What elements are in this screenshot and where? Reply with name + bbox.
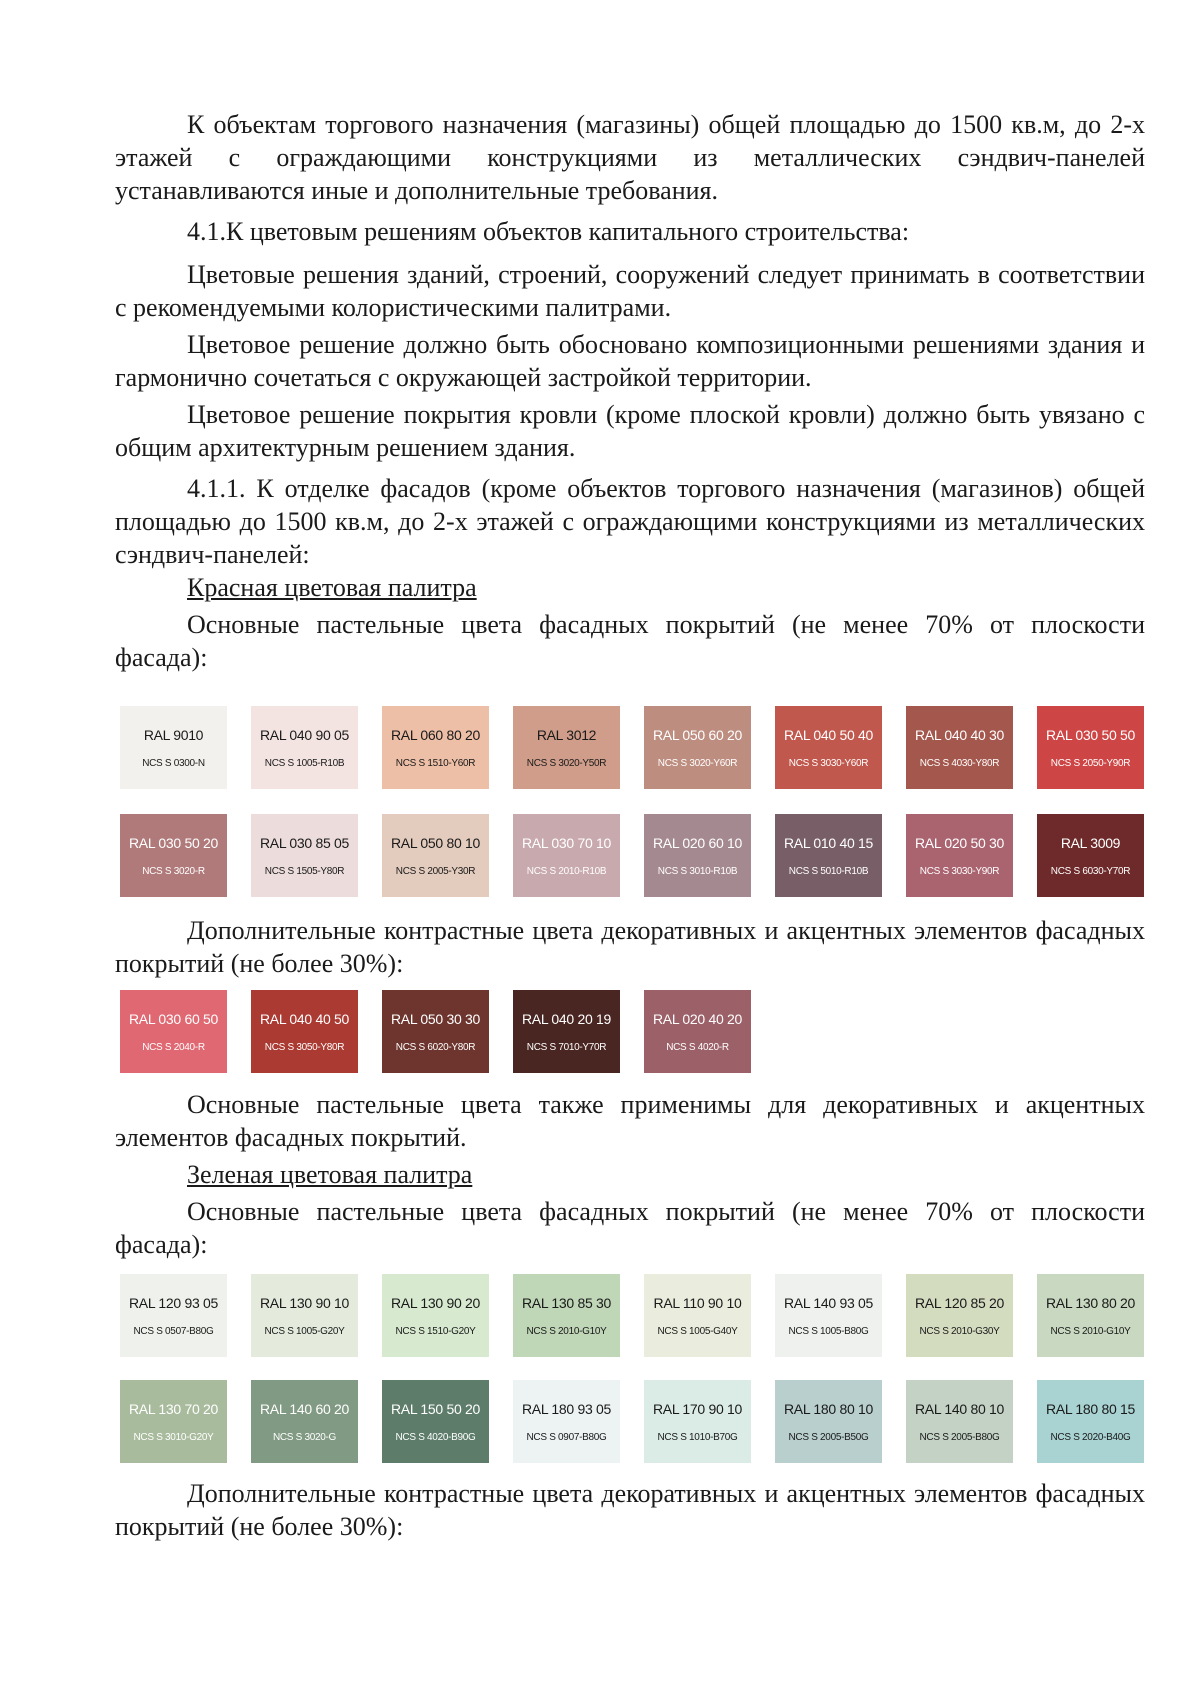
- ral-code: RAL 030 60 50: [129, 1010, 218, 1027]
- green-accent-text: [115, 1477, 1145, 1543]
- ncs-code: NCS S 1510-Y60R: [395, 757, 476, 769]
- ncs-code: NCS S 4020-B90G: [395, 1431, 476, 1443]
- color-swatch: [644, 706, 751, 789]
- paragraph-section-4-1: 4.1.К цветовым решениям объектов капитального строительства:: [187, 217, 910, 246]
- color-swatch: [1037, 706, 1144, 789]
- ncs-code: NCS S 3020-G: [272, 1431, 337, 1443]
- green-main-swatch-row-1: [120, 1274, 1144, 1357]
- ncs-code: NCS S 1005-G40Y: [657, 1325, 738, 1337]
- color-swatch: [906, 1380, 1013, 1463]
- ral-code: RAL 110 90 10: [653, 1294, 742, 1311]
- ral-code: RAL 120 93 05: [129, 1294, 218, 1311]
- ncs-code: NCS S 6030-Y70R: [1050, 865, 1131, 877]
- ral-code: RAL 130 70 20: [129, 1400, 218, 1417]
- red-accent-intro: Дополнительные контрастные цвета декоративных и акцентных элементов фасадных покрытий (не более 30%):: [115, 916, 1145, 978]
- ncs-code: NCS S 7010-Y70R: [526, 1041, 607, 1053]
- ncs-code: NCS S 3030-Y60R: [788, 757, 869, 769]
- color-swatch: [120, 1380, 227, 1463]
- color-swatch: [513, 706, 620, 789]
- color-swatch: [644, 814, 751, 897]
- ral-code: RAL 040 40 50: [260, 1010, 349, 1027]
- ncs-code: NCS S 2005-B80G: [919, 1431, 1000, 1443]
- red-main-swatch-row-1: [120, 706, 1144, 789]
- color-swatch: [251, 814, 358, 897]
- ncs-code: NCS S 4020-R: [666, 1041, 729, 1053]
- color-swatch: [906, 706, 1013, 789]
- paragraph-shop-requirements: К объектам торгового назначения (магазины) общей площадью до 1500 кв.м, до 2-х этажей с ограждающими конструкциями из металлических сэндвич-панелей устанавливаются иные и дополнительные требования.: [115, 110, 1145, 205]
- ncs-code: NCS S 1005-R10B: [264, 757, 345, 769]
- ncs-code: NCS S 6020-Y80R: [395, 1041, 476, 1053]
- ncs-code: NCS S 1010-B70G: [657, 1431, 738, 1443]
- paragraph-section-4-1-1: 4.1.1. К отделке фасадов (кроме объектов торгового назначения (магазинов) общей площадью до 1500 кв.м, до 2-х этажей с ограждающими конструкциями из металлических сэндвич-панелей:: [115, 474, 1145, 569]
- ncs-code: NCS S 2020-B40G: [1050, 1431, 1131, 1443]
- ral-code: RAL 3012: [536, 726, 597, 743]
- ral-code: RAL 020 40 20: [653, 1010, 742, 1027]
- ncs-code: NCS S 3030-Y90R: [919, 865, 1000, 877]
- ncs-code: NCS S 2040-R: [142, 1041, 205, 1053]
- ncs-code: NCS S 2010-G30Y: [919, 1325, 1000, 1337]
- color-swatch: [775, 706, 882, 789]
- ral-code: RAL 180 93 05: [522, 1400, 611, 1417]
- ncs-code: NCS S 1510-G20Y: [395, 1325, 476, 1337]
- color-swatch: [775, 1380, 882, 1463]
- ral-code: RAL 170 90 10: [653, 1400, 742, 1417]
- ral-code: RAL 140 93 05: [784, 1294, 873, 1311]
- color-swatch: [251, 990, 358, 1073]
- ncs-code: NCS S 2010-G10Y: [526, 1325, 607, 1337]
- ral-code: RAL 140 80 10: [915, 1400, 1004, 1417]
- red-main-intro: Основные пастельные цвета фасадных покрытий (не менее 70% от плоскости фасада):: [115, 610, 1145, 672]
- red-palette-heading: Красная цветовая палитра: [187, 573, 477, 602]
- ncs-code: NCS S 0907-B80G: [526, 1431, 607, 1443]
- color-swatch: [382, 990, 489, 1073]
- ral-code: RAL 050 80 10: [391, 834, 480, 851]
- ral-code: RAL 140 60 20: [260, 1400, 349, 1417]
- ncs-code: NCS S 2050-Y90R: [1050, 757, 1131, 769]
- ncs-code: NCS S 0300-N: [142, 757, 205, 769]
- color-swatch: [382, 1274, 489, 1357]
- ral-code: RAL 050 30 30: [391, 1010, 480, 1027]
- ral-code: RAL 030 70 10: [522, 834, 611, 851]
- ral-code: RAL 050 60 20: [653, 726, 742, 743]
- ral-code: RAL 030 50 50: [1046, 726, 1135, 743]
- red-main-swatch-row-2: [120, 814, 1144, 897]
- ral-code: RAL 180 80 15: [1046, 1400, 1135, 1417]
- ncs-code: NCS S 3020-Y60R: [657, 757, 738, 769]
- color-swatch: [1037, 1274, 1144, 1357]
- color-swatch: [251, 706, 358, 789]
- red-accent-swatch-row: [120, 990, 751, 1073]
- color-swatch: [644, 1274, 751, 1357]
- red-note-text: [115, 1088, 1145, 1261]
- intro-text: [115, 108, 1145, 674]
- green-accent-intro: Дополнительные контрастные цвета декоративных и акцентных элементов фасадных покрытий (не более 30%):: [115, 1479, 1145, 1541]
- ral-code: RAL 010 40 15: [784, 834, 873, 851]
- ral-code: RAL 060 80 20: [391, 726, 480, 743]
- ral-code: RAL 130 80 20: [1046, 1294, 1135, 1311]
- ncs-code: NCS S 3050-Y80R: [264, 1041, 345, 1053]
- ral-code: RAL 180 80 10: [784, 1400, 873, 1417]
- green-palette-heading: Зеленая цветовая палитра: [187, 1160, 473, 1189]
- color-swatch: [775, 814, 882, 897]
- ral-code: RAL 130 90 10: [260, 1294, 349, 1311]
- ral-code: RAL 150 50 20: [391, 1400, 480, 1417]
- ncs-code: NCS S 0507-B80G: [133, 1325, 214, 1337]
- ncs-code: NCS S 3020-R: [142, 865, 205, 877]
- color-swatch: [251, 1380, 358, 1463]
- color-swatch: [906, 1274, 1013, 1357]
- color-swatch: [382, 706, 489, 789]
- ral-code: RAL 130 90 20: [391, 1294, 480, 1311]
- color-swatch: [644, 990, 751, 1073]
- red-accent-text: [115, 914, 1145, 980]
- ncs-code: NCS S 1005-G20Y: [264, 1325, 345, 1337]
- ral-code: RAL 040 50 40: [784, 726, 873, 743]
- green-main-swatch-row-2: [120, 1380, 1144, 1463]
- red-note: Основные пастельные цвета также применимы для декоративных и акцентных элементов фасадных покрытий.: [115, 1090, 1145, 1152]
- ral-code: RAL 130 85 30: [522, 1294, 611, 1311]
- ncs-code: NCS S 2005-B50G: [788, 1431, 869, 1443]
- color-swatch: [1037, 814, 1144, 897]
- ral-code: RAL 020 50 30: [915, 834, 1004, 851]
- ncs-code: NCS S 1505-Y80R: [264, 865, 345, 877]
- green-main-intro: Основные пастельные цвета фасадных покрытий (не менее 70% от плоскости фасада):: [115, 1197, 1145, 1259]
- color-swatch: [120, 706, 227, 789]
- ncs-code: NCS S 2005-Y30R: [395, 865, 476, 877]
- ral-code: RAL 020 60 10: [653, 834, 742, 851]
- color-swatch: [513, 814, 620, 897]
- color-swatch: [513, 990, 620, 1073]
- ral-code: RAL 040 40 30: [915, 726, 1004, 743]
- color-swatch: [513, 1274, 620, 1357]
- color-swatch: [513, 1380, 620, 1463]
- ral-code: RAL 040 20 19: [522, 1010, 611, 1027]
- ral-code: RAL 120 85 20: [915, 1294, 1004, 1311]
- paragraph-composition: Цветовое решение должно быть обосновано композиционными решениями здания и гармонично сочетаться с окружающей застройкой территории.: [115, 330, 1145, 392]
- ncs-code: NCS S 3010-R10B: [657, 865, 738, 877]
- ral-code: RAL 3009: [1060, 834, 1121, 851]
- color-swatch: [120, 1274, 227, 1357]
- ral-code: RAL 030 85 05: [260, 834, 349, 851]
- ncs-code: NCS S 3020-Y50R: [526, 757, 607, 769]
- color-swatch: [775, 1274, 882, 1357]
- color-swatch: [120, 990, 227, 1073]
- ncs-code: NCS S 3010-G20Y: [133, 1431, 214, 1443]
- color-swatch: [644, 1380, 751, 1463]
- paragraph-roof: Цветовое решение покрытия кровли (кроме плоской кровли) должно быть увязано с общим архитектурным решением здания.: [115, 400, 1145, 462]
- color-swatch: [382, 1380, 489, 1463]
- ncs-code: NCS S 5010-R10B: [788, 865, 869, 877]
- ncs-code: NCS S 2010-G10Y: [1050, 1325, 1131, 1337]
- color-swatch: [906, 814, 1013, 897]
- color-swatch: [1037, 1380, 1144, 1463]
- ral-code: RAL 030 50 20: [129, 834, 218, 851]
- color-swatch: [251, 1274, 358, 1357]
- ral-code: RAL 9010: [143, 726, 204, 743]
- color-swatch: [120, 814, 227, 897]
- ncs-code: NCS S 2010-R10B: [526, 865, 607, 877]
- ncs-code: NCS S 4030-Y80R: [919, 757, 1000, 769]
- ral-code: RAL 040 90 05: [260, 726, 349, 743]
- paragraph-color-solutions: Цветовые решения зданий, строений, сооружений следует принимать в соответствии с рекомендуемыми колористическими палитрами.: [115, 260, 1145, 322]
- color-swatch: [382, 814, 489, 897]
- ncs-code: NCS S 1005-B80G: [788, 1325, 869, 1337]
